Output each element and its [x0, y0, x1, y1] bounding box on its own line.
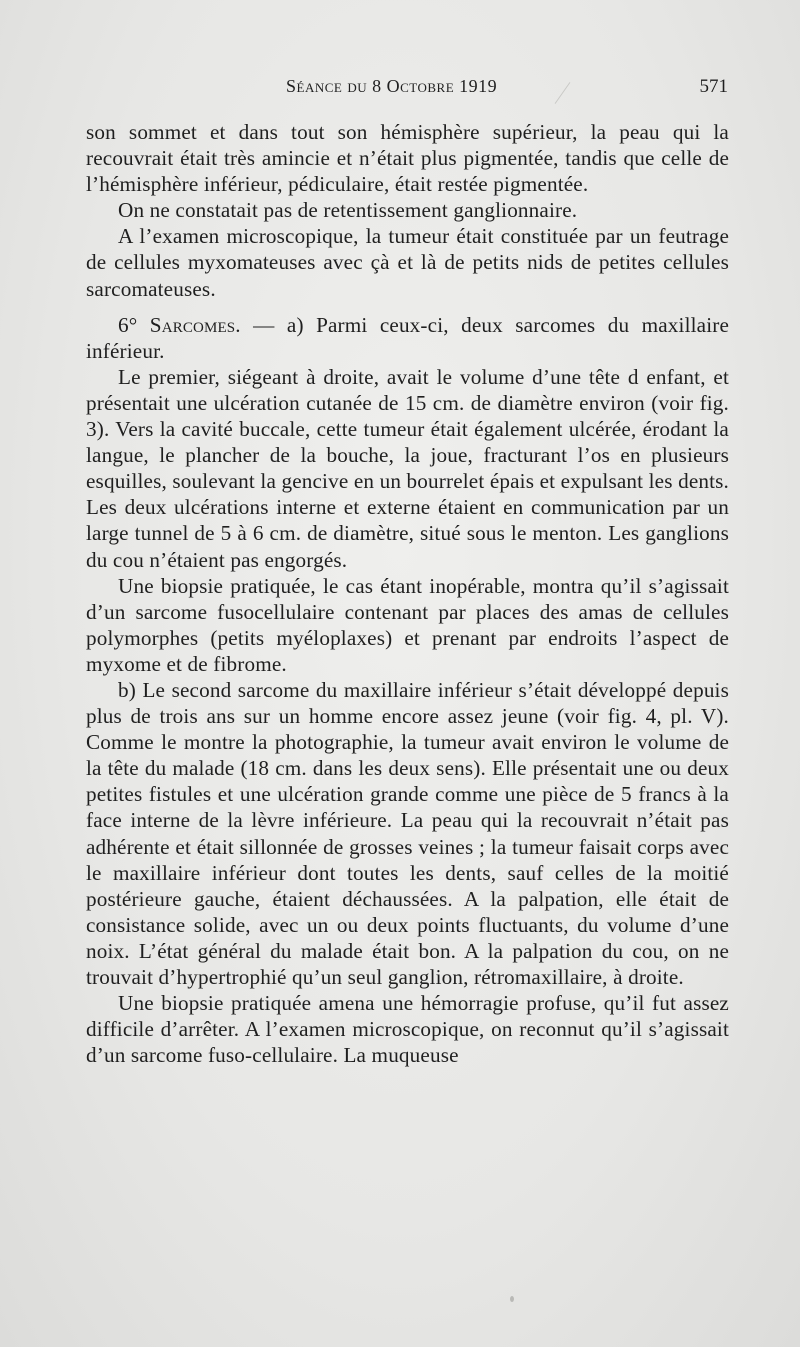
- paragraph-4-text: — a) Parmi ceux-ci, deux sarcomes du maxillaire inférieur.: [86, 312, 729, 363]
- paragraph-7: b) Le second sarcome du maxillaire inférieur s’était développé depuis plus de trois ans sur un homme encore assez jeune (voir fig. 4, pl. V). Comme le montre la photographie, la tumeur avait environ le volume de la tête du malade (18 cm. dans les deux sens). Elle présentait une ou deux petites fistules et une ulcération grande comme une pièce de 5 francs à la face interne de la lèvre inférieure. La peau qui la recouvrait n’était pas adhérente et était sillonnée de grosses veines ; la tumeur faisait corps avec le maxillaire inférieur dont toutes les dents, sauf celles de la moitié postérieure gauche, étaient déchaussées. A la palpation, elle était de consistance solide, avec un ou deux points fluctuants, du volume d’une noix. L’état général du malade était bon. A la palpation du cou, on ne trouvait d’hypertrophié qu’un seul ganglion, rétromaxillaire, à droite.: [86, 677, 729, 989]
- paragraph-6: Une biopsie pratiquée, le cas étant inopérable, montra qu’il s’agissait d’un sarcome fusocellulaire contenant par places des amas de cellules polymorphes (petits myéloplaxes) et prenant par endroits l’aspect de myxome et de fibrome.: [86, 573, 729, 676]
- paper-speck: [510, 1296, 514, 1302]
- paragraph-5: Le premier, siégeant à droite, avait le volume d’une tête d enfant, et présentait une ulcération cutanée de 15 cm. de diamètre environ (voir fig. 3). Vers la cavité buccale, cette tumeur était également ulcérée, érodant la langue, le plancher de la bouche, la joue, fracturant l’os en plusieurs esquilles, soulevant la gencive en un bourrelet épais et expulsant les dents. Les deux ulcérations interne et externe étaient en communication par un large tunnel de 5 à 6 cm. de diamètre, situé sous le menton. Les ganglions du cou n’étaient pas engorgés.: [86, 364, 729, 572]
- paragraph-3: A l’examen microscopique, la tumeur était constituée par un feutrage de cellules myxomateuses avec çà et là de petits nids de petites cellules sarcomateuses.: [86, 224, 729, 301]
- paragraph-8: Une biopsie pratiquée amena une hémorragie profuse, qu’il fut assez difficile d’arrêter. A l’examen microscopique, on reconnut qu’il s’agissait d’un sarcome fuso-cellulaire. La muqueuse: [86, 991, 729, 1068]
- paragraph-sarcomes: [86, 312, 729, 364]
- paragraph-1: son sommet et dans tout son hémisphère supérieur, la peau qui la recouvrait était très amincie et n’était plus pigmentée, tandis que celle de l’hémisphère inférieur, pédiculaire, était restée pigmentée.: [86, 120, 729, 197]
- section-number: 6°: [118, 312, 150, 337]
- page-header: [88, 76, 728, 100]
- page-number: 571: [699, 76, 728, 97]
- body-text: [86, 119, 729, 1068]
- paragraph-2: On ne constatait pas de retentissement ganglionnaire.: [118, 198, 578, 223]
- running-head: Séance du 8 Octobre 1919: [286, 76, 498, 96]
- section-heading: Sarcomes.: [149, 312, 241, 337]
